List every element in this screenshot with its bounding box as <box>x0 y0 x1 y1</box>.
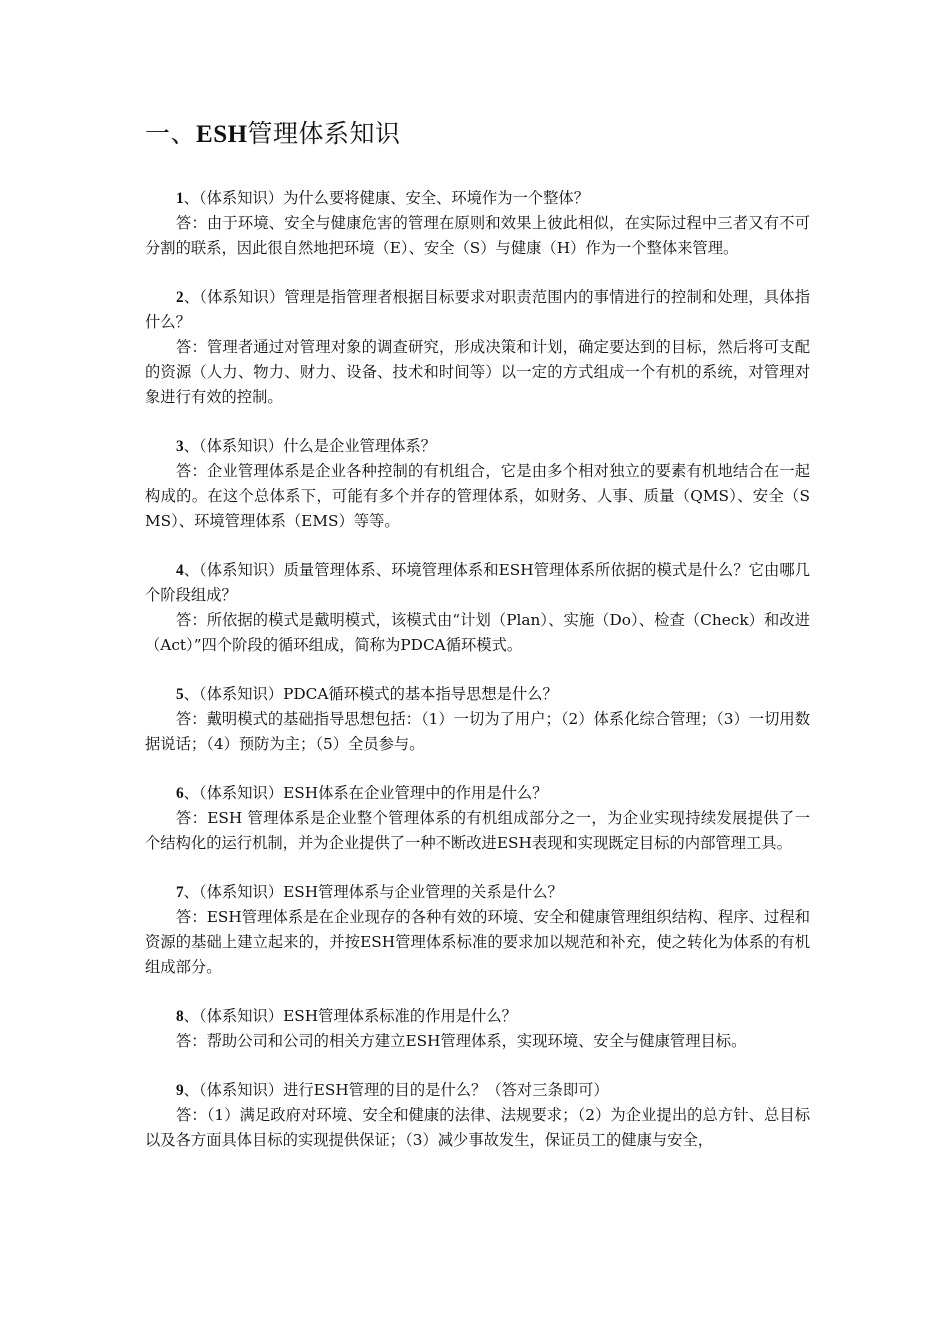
answer-6: 答：ESH 管理体系是企业整个管理体系的有机组成部分之一，为企业实现持续发展提供了一个结构化的运行机制，并为企业提供了一种不断改进ESH表现和实现既定目标的内部管理工具。 <box>145 809 810 852</box>
question-3 <box>145 434 810 459</box>
qa-item-7 <box>145 880 810 980</box>
question-text: 、（体系知识）ESH管理体系与企业管理的关系是什么？ <box>183 883 563 901</box>
question-8 <box>145 1004 810 1029</box>
question-number: 3 <box>176 438 184 455</box>
question-text: 、（体系知识）为什么要将健康、安全、环境作为一个整体？ <box>183 189 590 207</box>
question-7 <box>145 880 810 905</box>
question-text: 、（体系知识）PDCA循环模式的基本指导思想是什么？ <box>183 685 558 703</box>
answer-9: 答：（1）满足政府对环境、安全和健康的法律、法规要求；（2）为企业提出的总方针、总目标以及各方面具体目标的实现提供保证；（3）减少事故发生，保证员工的健康与安全， <box>145 1106 810 1149</box>
answer-7: 答：ESH管理体系是在企业现存的各种有效的环境、安全和健康管理组织结构、程序、过程和资源的基础上建立起来的，并按ESH管理体系标准的要求加以规范和补充，使之转化为体系的有机组成部分。 <box>145 908 810 976</box>
question-number: 2 <box>176 289 184 306</box>
answer-4: 答：所依据的模式是戴明模式，该模式由“计划（Plan）、实施（Do）、检查（Check）和改进（Act）”四个阶段的循环组成，简称为PDCA循环模式。 <box>145 611 810 654</box>
question-number: 1 <box>176 190 184 207</box>
question-text: 、（体系知识）质量管理体系、环境管理体系和ESH管理体系所依据的模式是什么？它由哪几个阶段组成？ <box>145 561 810 604</box>
qa-item-6 <box>145 781 810 856</box>
question-number: 6 <box>176 785 184 802</box>
qa-item-1 <box>145 186 810 261</box>
question-number: 9 <box>176 1082 184 1099</box>
question-text: 、（体系知识）ESH体系在企业管理中的作用是什么？ <box>183 784 548 802</box>
qa-item-8 <box>145 1004 810 1054</box>
question-text: 、（体系知识）进行ESH管理的目的是什么？（答对三条即可） <box>183 1081 609 1099</box>
section-title-bold: ESH <box>196 121 248 148</box>
question-2 <box>145 285 810 335</box>
answer-8: 答：帮助公司和公司的相关方建立ESH管理体系，实现环境、安全与健康管理目标。 <box>176 1032 747 1050</box>
question-4 <box>145 558 810 608</box>
qa-item-5 <box>145 682 810 757</box>
section-title-prefix: 一、 <box>145 119 197 148</box>
qa-item-4 <box>145 558 810 658</box>
question-text: 、（体系知识）管理是指管理者根据目标要求对职责范围内的事情进行的控制和处理，具体指什么？ <box>145 288 810 331</box>
qa-item-9 <box>145 1078 810 1153</box>
question-6 <box>145 781 810 806</box>
qa-list <box>145 186 810 1177</box>
question-5 <box>145 682 810 707</box>
question-number: 4 <box>176 562 184 579</box>
section-title-suffix: 管理体系知识 <box>247 119 401 148</box>
question-9 <box>145 1078 810 1103</box>
qa-item-2 <box>145 285 810 410</box>
question-number: 8 <box>176 1008 184 1025</box>
answer-3: 答：企业管理体系是企业各种控制的有机组合，它是由多个相对独立的要素有机地结合在一起构成的。在这个总体系下，可能有多个并存的管理体系，如财务、人事、质量（QMS）、安全（SMS）、环境管理体系（EMS）等等。 <box>145 462 810 530</box>
qa-item-3 <box>145 434 810 534</box>
answer-1: 答：由于环境、安全与健康危害的管理在原则和效果上彼此相似，在实际过程中三者又有不可分割的联系，因此很自然地把环境（E）、安全（S）与健康（H）作为一个整体来管理。 <box>145 214 810 257</box>
question-text: 、（体系知识）ESH管理体系标准的作用是什么？ <box>183 1007 517 1025</box>
question-number: 7 <box>176 884 184 901</box>
question-number: 5 <box>176 686 184 703</box>
section-title <box>145 116 401 153</box>
question-1 <box>145 186 810 211</box>
answer-2: 答：管理者通过对管理对象的调查研究，形成决策和计划，确定要达到的目标，然后将可支配的资源（人力、物力、财力、设备、技术和时间等）以一定的方式组成一个有机的系统，对管理对象进行有效的控制。 <box>145 338 810 406</box>
answer-5: 答：戴明模式的基础指导思想包括：（1）一切为了用户；（2）体系化综合管理；（3）一切用数据说话；（4）预防为主；（5）全员参与。 <box>145 710 810 753</box>
question-text: 、（体系知识）什么是企业管理体系？ <box>183 437 437 455</box>
